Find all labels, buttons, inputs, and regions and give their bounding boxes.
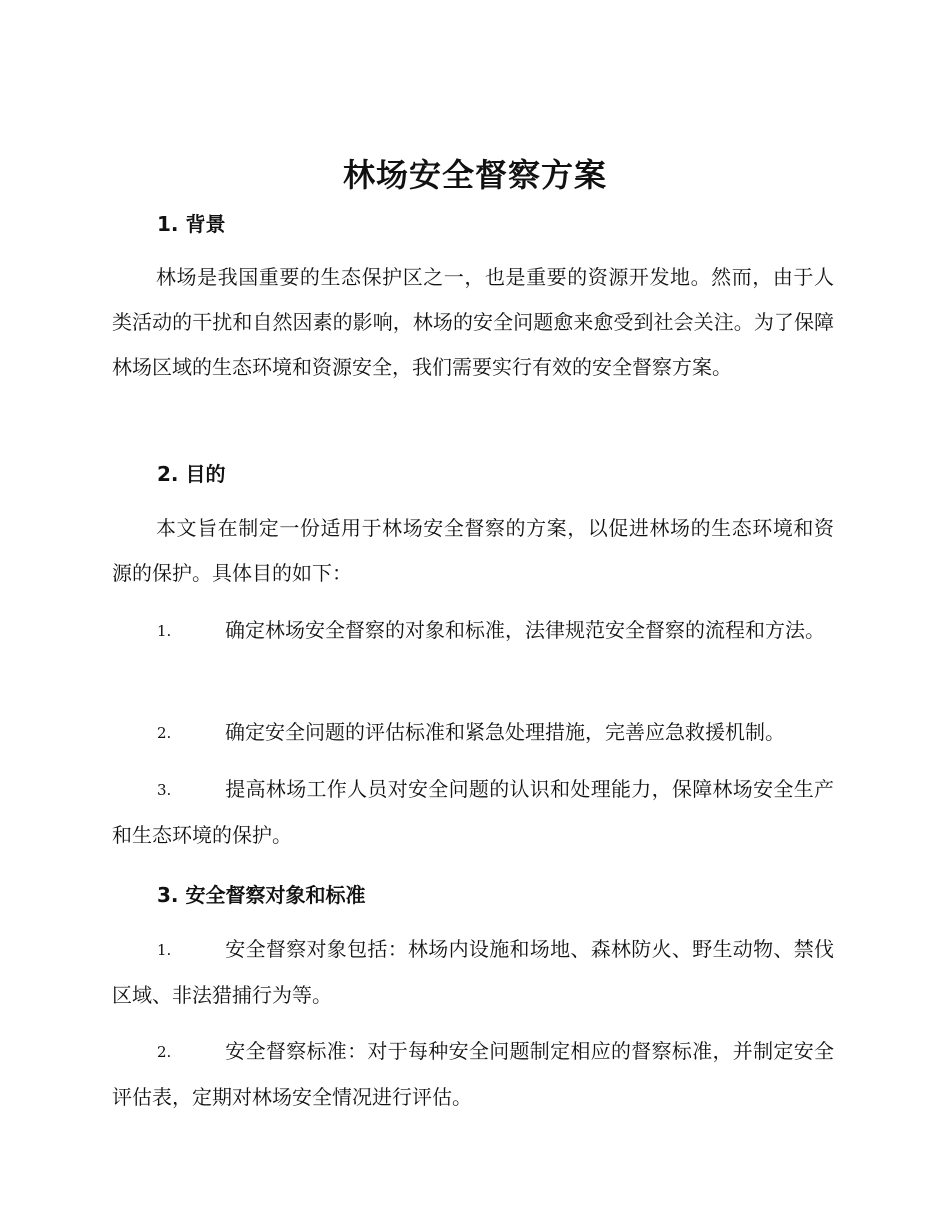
list-item [112,927,834,1018]
section-heading-background: 1. 背景 [157,212,226,236]
list-item-number: 2. [157,1043,172,1061]
purpose-paragraph: 本文旨在制定一份适用于林场安全督察的方案，以促进林场的生态环境和资源的保护。具体目的如下： [112,516,834,585]
list-item-text: 确定安全问题的评估标准和紧急处理措施，完善应急救援机制。 [225,720,785,744]
list-item [112,608,834,654]
background-paragraph: 林场是我国重要的生态保护区之一，也是重要的资源开发地。然而，由于人类活动的干扰和自然因素的影响，林场的安全问题愈来愈受到社会关注。为了保障林场区域的生态环境和资源安全，我们需要实行有效的安全督察方案。 [112,265,834,379]
list-item-text: 安全督察标准：对于每种安全问题制定相应的督察标准，并制定安全评估表，定期对林场安全情况进行评估。 [112,1039,834,1109]
list-item-number: 3. [157,781,172,799]
list-item-number: 1. [157,622,172,640]
list-item-number: 2. [157,724,172,742]
list-item-text: 确定林场安全督察的对象和标准，法律规范安全督察的流程和方法。 [225,618,825,642]
document-title: 林场安全督察方案 [342,156,607,194]
list-item [112,767,834,858]
list-item-text: 安全督察对象包括：林场内设施和场地、森林防火、野生动物、禁伐区域、非法猎捕行为等。 [112,937,834,1007]
list-item [112,710,834,756]
section-heading-objects-standards: 3. 安全督察对象和标准 [157,883,366,907]
section-heading-purpose: 2. 目的 [157,462,226,486]
list-item [112,1029,834,1120]
list-item-text: 提高林场工作人员对安全问题的认识和处理能力，保障林场安全生产和生态环境的保护。 [112,777,834,847]
list-item-number: 1. [157,941,172,959]
